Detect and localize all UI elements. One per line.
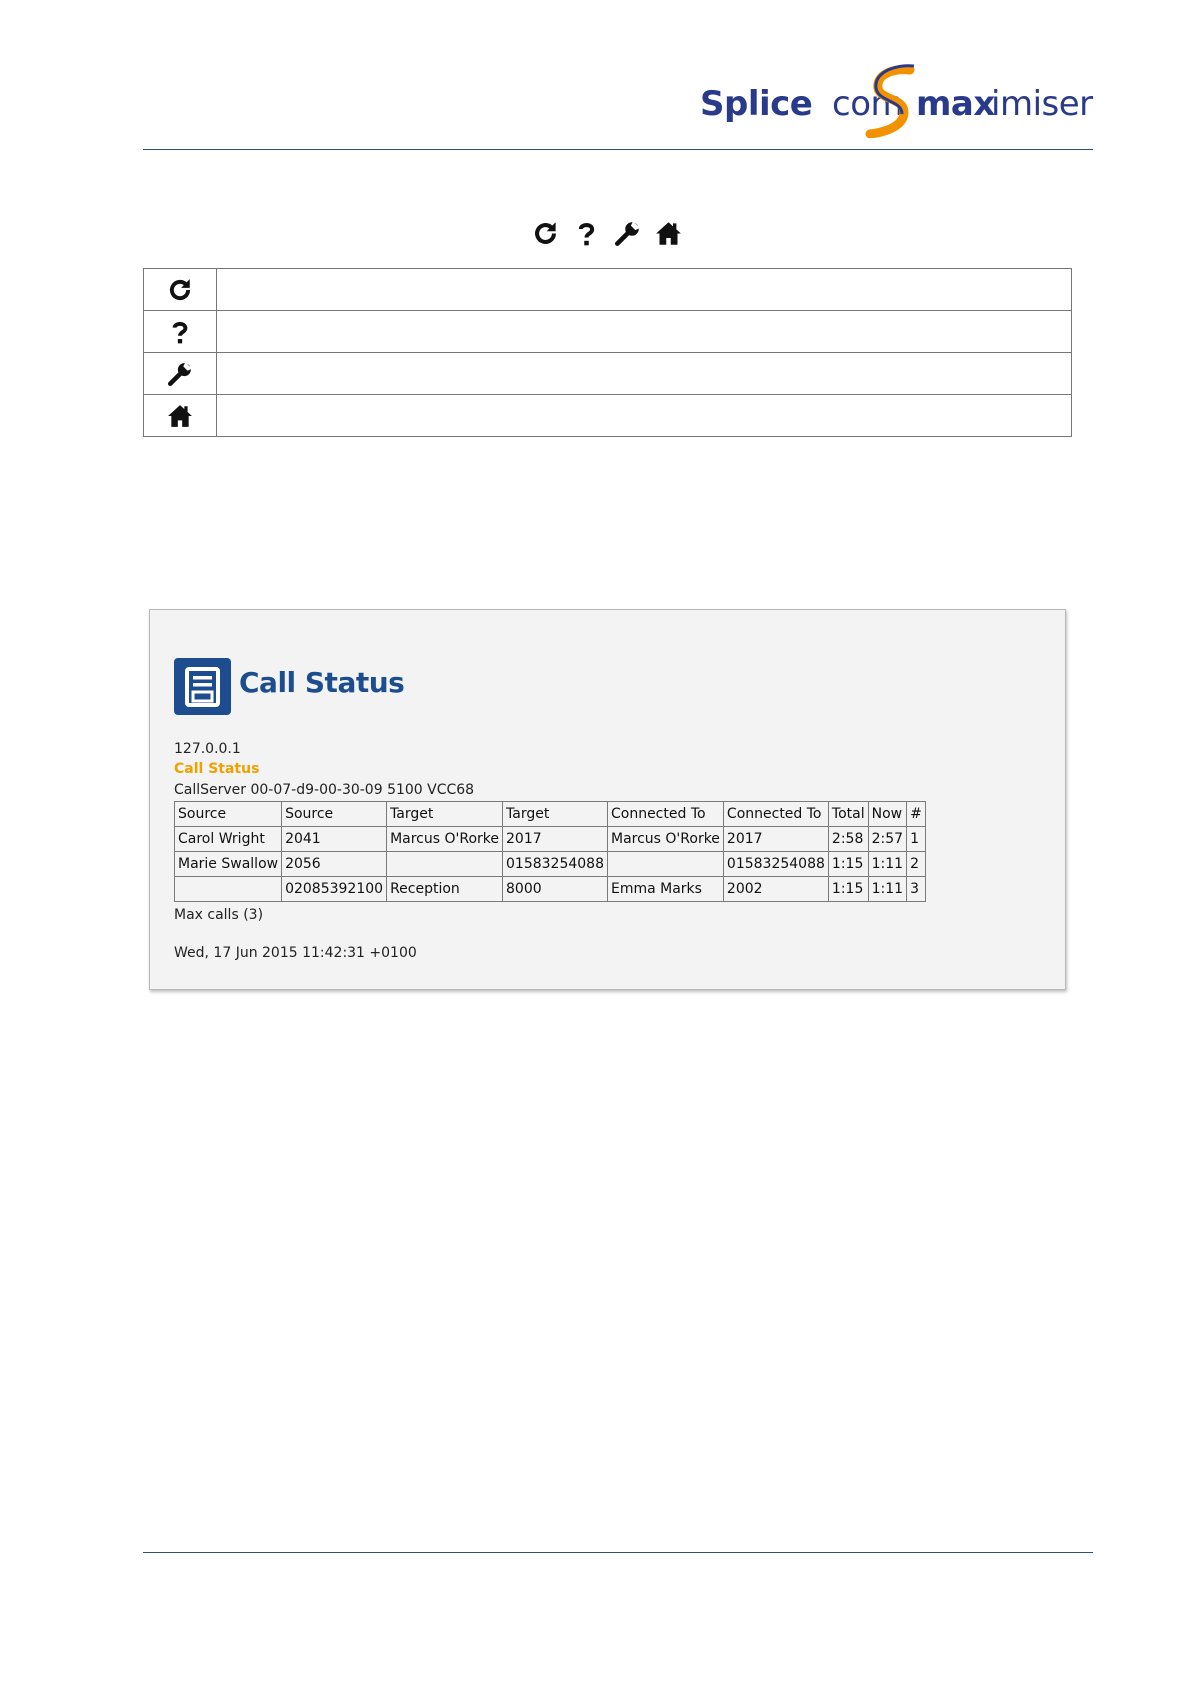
table-header-row xyxy=(175,802,926,827)
call-status-screenshot xyxy=(149,609,1066,990)
refresh-icon xyxy=(167,277,193,303)
table-cell: 1:15 xyxy=(828,852,868,877)
logo-com-text: com xyxy=(832,84,904,124)
document-icon xyxy=(174,658,231,715)
column-header: Connected To xyxy=(607,802,723,827)
toolbar-icons xyxy=(532,220,682,247)
table-cell: Carol Wright xyxy=(175,827,282,852)
call-status-table xyxy=(174,801,926,902)
header-rule xyxy=(143,149,1093,150)
table-cell: Marcus O'Rorke xyxy=(387,827,503,852)
server-info: CallServer 00-07-d9-00-30-09 5100 VCC68 xyxy=(174,782,475,798)
legend-icon-cell xyxy=(144,395,217,437)
table-cell: 1:11 xyxy=(868,877,906,902)
legend-icon-cell xyxy=(144,311,217,353)
legend-row xyxy=(144,269,1072,311)
table-cell: Marie Swallow xyxy=(175,852,282,877)
column-header: Source xyxy=(175,802,282,827)
icon-legend-table xyxy=(143,268,1072,437)
column-header: Connected To xyxy=(723,802,828,827)
table-row xyxy=(175,852,926,877)
table-cell: 1 xyxy=(907,827,926,852)
table-cell: 2 xyxy=(907,852,926,877)
refresh-icon[interactable] xyxy=(532,220,559,247)
logo-imiser-text: imiser xyxy=(991,84,1093,124)
table-cell: Reception xyxy=(387,877,503,902)
table-cell: 2:57 xyxy=(868,827,906,852)
page-title: Call Status xyxy=(239,666,405,699)
table-cell: 02085392100 xyxy=(282,877,387,902)
legend-description xyxy=(217,269,1072,311)
column-header: Target xyxy=(387,802,503,827)
footer-rule xyxy=(143,1552,1093,1553)
legend-description xyxy=(217,353,1072,395)
table-cell xyxy=(607,852,723,877)
table-cell: 2002 xyxy=(723,877,828,902)
table-cell: 8000 xyxy=(503,877,608,902)
server-ip: 127.0.0.1 xyxy=(174,741,241,757)
logo-swoosh-icon xyxy=(864,64,920,138)
column-header: Total xyxy=(828,802,868,827)
table-cell: 1:11 xyxy=(868,852,906,877)
wrench-icon[interactable] xyxy=(614,220,641,247)
table-cell: 2056 xyxy=(282,852,387,877)
legend-description xyxy=(217,311,1072,353)
table-cell: 3 xyxy=(907,877,926,902)
table-cell: 2041 xyxy=(282,827,387,852)
logo-splice-text: Splice xyxy=(700,84,813,124)
legend-row xyxy=(144,311,1072,353)
home-icon[interactable] xyxy=(655,220,682,247)
splicecom-maximiser-logo xyxy=(700,62,1092,142)
legend-row xyxy=(144,395,1072,437)
timestamp-text: Wed, 17 Jun 2015 11:42:31 +0100 xyxy=(174,945,417,961)
legend-description xyxy=(217,395,1072,437)
table-cell: 01583254088 xyxy=(723,852,828,877)
wrench-icon xyxy=(167,361,193,387)
max-calls-text: Max calls (3) xyxy=(174,907,264,923)
legend-icon-cell xyxy=(144,353,217,395)
table-row xyxy=(175,877,926,902)
table-cell: 1:15 xyxy=(828,877,868,902)
legend-icon-cell xyxy=(144,269,217,311)
table-cell: 2:58 xyxy=(828,827,868,852)
logo-max-text: max xyxy=(916,84,995,124)
column-header: # xyxy=(907,802,926,827)
table-cell: 2017 xyxy=(503,827,608,852)
table-cell: 2017 xyxy=(723,827,828,852)
table-cell xyxy=(387,852,503,877)
column-header: Source xyxy=(282,802,387,827)
column-header: Target xyxy=(503,802,608,827)
table-row xyxy=(175,827,926,852)
table-cell: Emma Marks xyxy=(607,877,723,902)
legend-row xyxy=(144,353,1072,395)
table-cell: 01583254088 xyxy=(503,852,608,877)
column-header: Now xyxy=(868,802,906,827)
breadcrumb-link[interactable]: Call Status xyxy=(174,761,260,777)
table-cell: Marcus O'Rorke xyxy=(607,827,723,852)
help-icon xyxy=(167,319,193,345)
home-icon xyxy=(167,403,193,429)
help-icon[interactable] xyxy=(573,220,600,247)
table-cell xyxy=(175,877,282,902)
